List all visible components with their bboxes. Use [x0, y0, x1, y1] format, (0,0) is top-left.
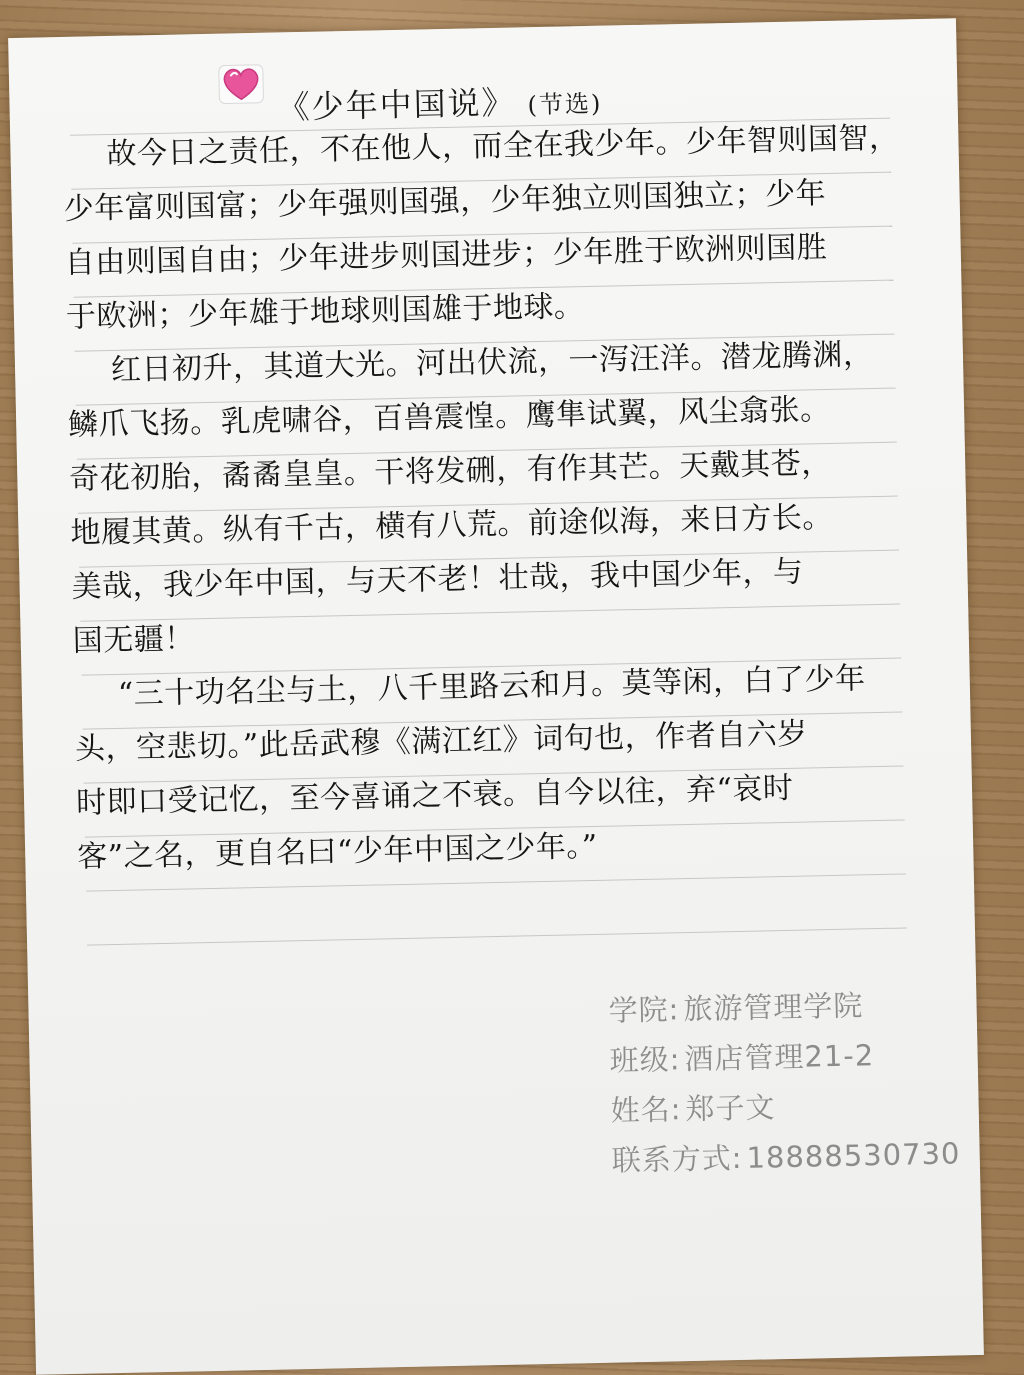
- text-line: 红日初升，其道大光。河出伏流，一泻汪洋。潜龙腾渊，: [110, 337, 874, 388]
- title-text: 《少年中国说》: [277, 83, 516, 127]
- class-row: [609, 1028, 959, 1085]
- text-line: 美哉，我少年中国，与天不老！壮哉，我中国少年，与: [71, 554, 804, 605]
- contact-label: 联系方式:: [611, 1140, 743, 1178]
- college-row: [608, 978, 958, 1035]
- text-line: 奇花初胎，矞矞皇皇。干将发硎，有作其芒。天戴其苍，: [68, 445, 833, 497]
- text-line: 少年富则国富；少年强则国强，少年独立则国独立；少年: [63, 175, 827, 227]
- text-line: 自由则国自由；少年进步则国进步；少年胜于欧洲则国胜: [64, 229, 828, 281]
- class-value: 酒店管理21-2: [684, 1038, 875, 1077]
- college-value: 旅游管理学院: [683, 988, 864, 1027]
- paper-sheet: [8, 18, 984, 1375]
- text-line: 于欧洲；少年雄于地球则国雄于地球。: [65, 289, 585, 335]
- text-line: 鳞爪飞扬。乳虎啸谷，百兽震惶。鹰隼试翼，风尘翕张。: [67, 391, 831, 443]
- text-line: 国无疆！: [72, 621, 196, 659]
- text-line: 客”之名，更自名曰“少年中国之少年。”: [76, 828, 599, 875]
- essay-body: [62, 111, 918, 884]
- contact-value: 18888530730: [746, 1136, 961, 1175]
- text-line: 头，空悲切。”此岳武穆《满江红》词句也，作者自六岁: [74, 716, 809, 767]
- student-info: [608, 978, 961, 1185]
- text-line: “三十功名尘与土，八千里路云和月。莫等闲，白了少年: [117, 661, 866, 712]
- name-value: 郑子文: [685, 1090, 776, 1127]
- contact-row: [611, 1128, 961, 1185]
- name-label: 姓名:: [610, 1092, 682, 1128]
- text-line: 地履其黄。纵有千古，横有八荒。前途似海，来日方长。: [70, 499, 834, 551]
- text-line: 故今日之责任，不在他人，而全在我少年。少年智则国智，: [106, 120, 900, 173]
- text-line: 时即口受记忆，至今喜诵之不衰。自今以往，弃“哀时: [75, 770, 794, 821]
- name-row: [610, 1078, 960, 1135]
- ruled-line: [87, 927, 907, 945]
- class-label: 班级:: [609, 1042, 681, 1078]
- title-note: (节选): [527, 89, 603, 120]
- college-label: 学院:: [608, 992, 680, 1028]
- heart-sticker-icon: [217, 61, 266, 106]
